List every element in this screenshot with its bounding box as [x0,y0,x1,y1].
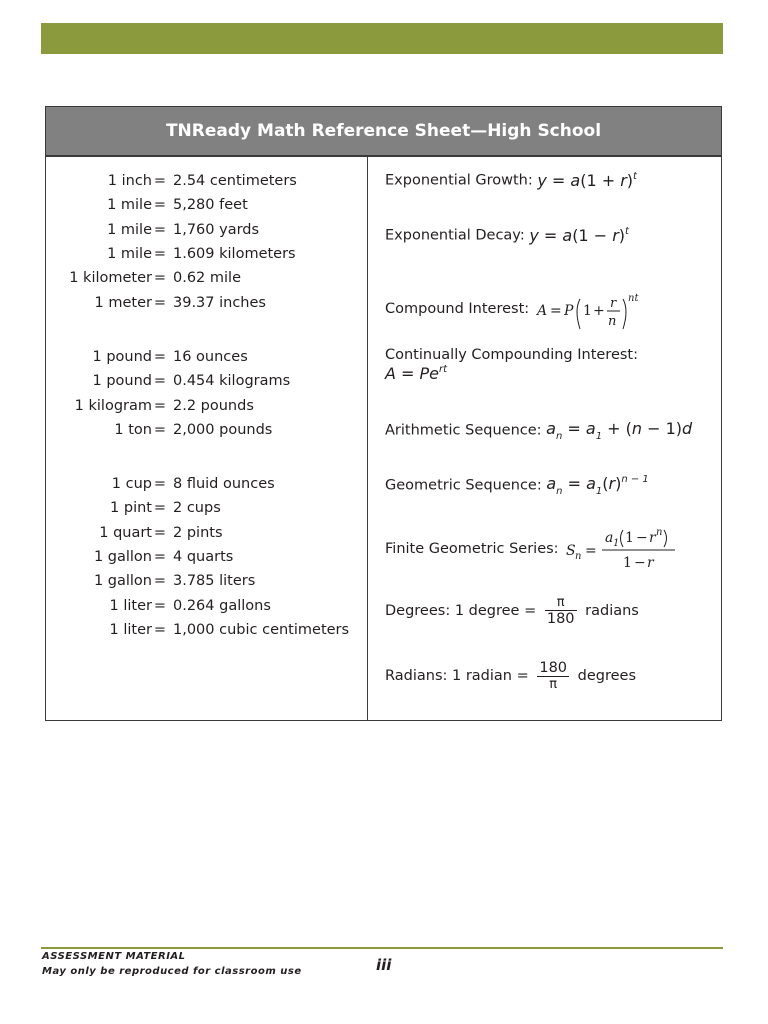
conversions-column [46,157,368,720]
conversion-to: 2,000 pounds [173,422,273,438]
conversion-from: 1 pint [110,500,152,516]
conversion-to: 4 quarts [173,549,234,565]
conversion-row [46,521,368,545]
fraction-numerator: 180 [539,660,568,676]
fraction-denominator: 180 [546,611,575,627]
formula-label: Arithmetic Sequence: [385,422,542,439]
conversion-from: 1 cup [111,476,152,492]
reference-sheet-table [45,106,722,721]
conversion-row [46,618,368,642]
formula-degrees [385,595,639,627]
footer-assessment-material: ASSESSMENT MATERIAL [42,951,186,962]
svg-text:n: n [575,551,582,562]
conversion-row [46,345,368,369]
svg-text:=: = [549,303,562,319]
svg-text:−: − [636,530,648,546]
formula-label: Continually Compounding Interest: [385,347,638,363]
conversion-row [46,291,368,315]
conversion-from: 1 pound [92,349,152,365]
conversion-row [46,242,368,266]
equals-sign: = [153,476,167,492]
conversion-from: 1 pound [92,373,152,389]
conversion-row [46,496,368,520]
conversion-to: 0.264 gallons [173,598,271,614]
formula-exponential-growth [385,171,637,190]
conversion-from: 1 kilometer [69,270,152,286]
equals-sign: = [153,373,167,389]
reference-sheet-title: TNReady Math Reference Sheet—High School [46,107,721,157]
conversion-to: 39.37 inches [173,295,266,311]
svg-text:S: S [566,543,576,559]
conversion-row [46,569,368,593]
equals-sign: = [153,549,167,565]
formula-expression: $a_n = a_1 + (n - 1)d$ [546,419,693,442]
equals-sign: = [153,173,167,189]
formula-label: Exponential Decay: [385,227,525,244]
fraction-numerator: π [545,595,577,611]
equals-sign: = [153,573,167,589]
formula-unit: degrees [577,668,637,684]
conversion-to: 1,000 cubic centimeters [173,622,350,638]
formula-label: Compound Interest: [385,301,530,317]
conversion-row [46,394,368,418]
formula-exponential-decay [385,226,629,245]
conversion-row [46,472,368,496]
conversion-to: 3.785 liters [173,573,256,589]
equals-sign: = [153,197,167,213]
formula-expression: $A = Pe^{rt}$ [385,364,448,383]
formula-geometric-sequence [385,474,649,497]
svg-text:1: 1 [623,555,633,571]
formula-label: Exponential Growth: [385,172,533,189]
svg-text:A: A [536,303,547,319]
svg-text:nt: nt [627,293,639,304]
formulas-column [368,157,721,720]
svg-text:r: r [609,296,616,311]
equals-sign: = [153,398,167,414]
top-color-band [41,23,723,54]
conversion-row [46,266,368,290]
svg-text:a: a [605,530,614,546]
svg-text:r: r [649,530,656,546]
formula-unit: radians [585,603,639,619]
conversion-to: 1,760 yards [173,222,260,238]
formula-arithmetic-sequence [385,419,692,442]
formula-expression: $a_n = a_1(r)^{n - 1}$ [546,474,649,497]
conversion-from: 1 mile [107,246,152,262]
svg-text:−: − [634,555,646,571]
svg-text:n: n [607,314,617,329]
conversion-to: 8 fluid ounces [173,476,275,492]
conversion-to: 1.609 kilometers [173,246,296,262]
svg-text:1: 1 [625,530,635,546]
conversion-to: 2.2 pounds [173,398,254,414]
conversion-from: 1 inch [107,173,152,189]
conversion-row [46,193,368,217]
formula-label: Degrees: 1 degree = [385,603,537,619]
equals-sign: = [153,295,167,311]
conversion-to: 0.454 kilograms [173,373,291,389]
svg-text:1: 1 [582,303,592,319]
svg-text:1: 1 [613,538,620,549]
equals-sign: = [153,500,167,516]
conversion-to: 2 pints [173,525,223,541]
conversion-row [46,169,368,193]
footer-rule [41,947,723,949]
equals-sign: = [153,525,167,541]
conversion-from: 1 mile [107,222,152,238]
conversion-from: 1 ton [114,422,152,438]
svg-text:P: P [563,303,574,319]
fraction [545,595,577,627]
formula-compound-interest [385,285,654,333]
conversion-from: 1 liter [109,598,152,614]
svg-text:+: + [592,303,605,319]
conversion-from: 1 liter [109,622,152,638]
formula-continuous-interest [385,347,638,383]
conversion-to: 16 ounces [173,349,248,365]
conversion-to: 2 cups [173,500,221,516]
conversion-to: 0.62 mile [173,270,241,286]
conversion-row [46,418,368,442]
formula-label: Radians: 1 radian = [385,668,529,684]
equals-sign: = [153,422,167,438]
formula-expression: $y = a(1 + r)^t$ [537,171,637,190]
formula-radians [385,660,636,692]
conversion-from: 1 mile [107,197,152,213]
equals-sign: = [153,598,167,614]
page-number: iii [376,956,392,974]
conversion-to: 2.54 centimeters [173,173,297,189]
conversion-row [46,369,368,393]
conversion-row [46,545,368,569]
conversion-from: 1 quart [99,525,152,541]
conversion-to: 5,280 feet [173,197,248,213]
equals-sign: = [153,246,167,262]
conversion-row [46,594,368,618]
conversion-row [46,218,368,242]
equals-sign: = [153,222,167,238]
formula-label: Finite Geometric Series: [385,541,559,557]
conversion-from: 1 meter [94,295,152,311]
formula-expression: $y = a(1 - r)^t$ [529,226,629,245]
conversion-from: 1 gallon [93,573,152,589]
finite-series-expression [563,525,683,573]
equals-sign: = [153,622,167,638]
formula-finite-geometric-series [385,525,683,573]
conversion-from: 1 gallon [93,549,152,565]
equals-sign: = [153,349,167,365]
svg-text:r: r [647,555,654,571]
fraction [537,660,569,692]
fraction-denominator: π [549,677,558,692]
svg-text:n: n [656,527,663,538]
svg-text:=: = [585,543,597,559]
footer-reproduction-note: May only be reproduced for classroom use [42,966,302,977]
equals-sign: = [153,270,167,286]
compound-interest-expression [534,285,654,333]
conversion-from: 1 kilogram [74,398,152,414]
formula-label: Geometric Sequence: [385,477,542,494]
